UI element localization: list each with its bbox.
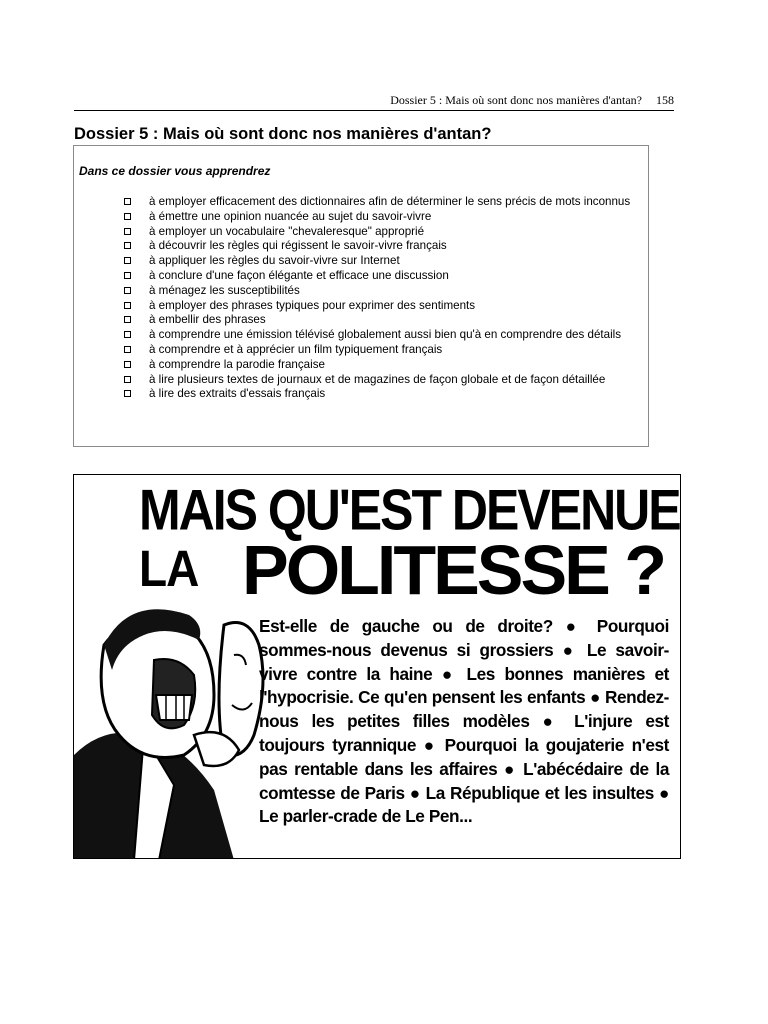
objective-item: à conclure d'une façon élégante et efficace une discussion xyxy=(124,269,644,284)
objectives-list xyxy=(124,195,644,402)
running-header xyxy=(74,92,674,111)
checkbox-icon xyxy=(124,257,131,264)
objective-item: à émettre une opinion nuancée au sujet du savoir-vivre xyxy=(124,210,644,225)
objective-item: à ménagez les susceptibilités xyxy=(124,284,644,299)
running-header-title: Dossier 5 : Mais où sont donc nos manières d'antan? xyxy=(390,93,642,107)
poster-headline-politesse: POLITESSE ? xyxy=(242,531,665,609)
objective-item: à employer un vocabulaire "chevaleresque" approprié xyxy=(124,225,644,240)
cartoon-illustration xyxy=(74,585,284,859)
checkbox-icon xyxy=(124,331,131,338)
objective-item: à comprendre la parodie française xyxy=(124,358,644,373)
checkbox-icon xyxy=(124,316,131,323)
objective-item: à comprendre et à apprécier un film typiquement français xyxy=(124,343,644,358)
objectives-heading: Dans ce dossier vous apprendrez xyxy=(79,164,271,178)
objective-item: à comprendre une émission télévisé globalement aussi bien qu'à en comprendre des détails xyxy=(124,328,644,343)
objectives-box xyxy=(73,145,649,447)
checkbox-icon xyxy=(124,376,131,383)
poster-body-text: Est-elle de gauche ou de droite? ● Pourquoi sommes-nous devenus si grossiers ● Le savoir-vivre contre la haine ● Les bonnes manières et l'hypocrisie. Ce qu'en pensent les enfants ● Rendez-nous les petites filles modèles ● L'injure est toujours tyrannique ● Pourquoi la goujaterie n'est pas rentable dans les affaires ● L'abécédaire de la comtesse de Paris ● La République et les insultes ● Le parler-crade de Le Pen... xyxy=(259,616,669,827)
checkbox-icon xyxy=(124,346,131,353)
checkbox-icon xyxy=(124,272,131,279)
checkbox-icon xyxy=(124,390,131,397)
poster-headline-la: LA xyxy=(139,539,199,597)
objective-item: à découvrir les règles qui régissent le savoir-vivre français xyxy=(124,239,644,254)
checkbox-icon xyxy=(124,213,131,220)
checkbox-icon xyxy=(124,302,131,309)
checkbox-icon xyxy=(124,198,131,205)
objective-item: à lire plusieurs textes de journaux et de magazines de façon globale et de façon détaillée xyxy=(124,373,644,388)
magazine-clipping xyxy=(73,474,681,859)
objective-item: à employer des phrases typiques pour exprimer des sentiments xyxy=(124,299,644,314)
poster-headline-line1: MAIS QU'EST DEVENUE xyxy=(139,477,680,542)
page-title: Dossier 5 : Mais où sont donc nos manières d'antan? xyxy=(74,125,492,143)
page-number: 158 xyxy=(656,93,674,107)
objective-item: à embellir des phrases xyxy=(124,313,644,328)
checkbox-icon xyxy=(124,242,131,249)
checkbox-icon xyxy=(124,228,131,235)
checkbox-icon xyxy=(124,287,131,294)
objective-item: à lire des extraits d'essais français xyxy=(124,387,644,402)
objective-item: à appliquer les règles du savoir-vivre sur Internet xyxy=(124,254,644,269)
checkbox-icon xyxy=(124,361,131,368)
objective-item: à employer efficacement des dictionnaires afin de déterminer le sens précis de mots inconnus xyxy=(124,195,644,210)
